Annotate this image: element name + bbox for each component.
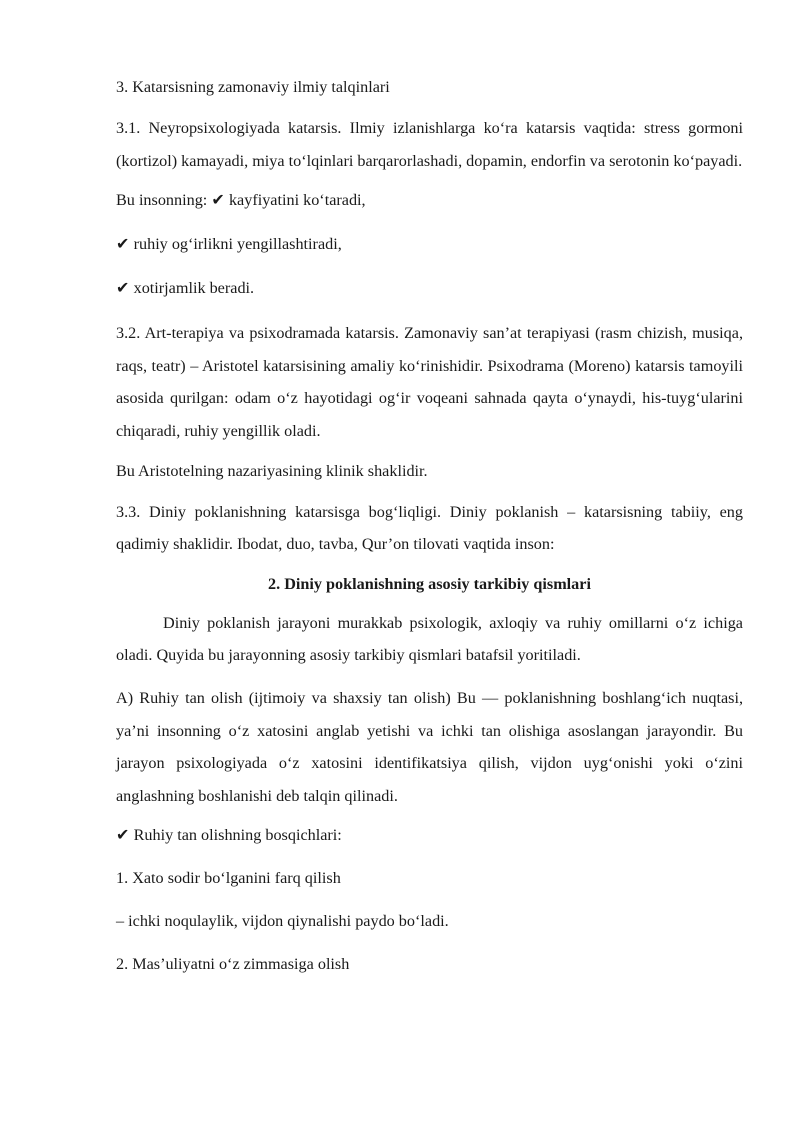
paragraph-clinical: Bu Aristotelning nazariyasining klinik shaklidir. bbox=[116, 461, 428, 480]
stages-title: ✔ Ruhiy tan olishning bosqichlari: bbox=[116, 826, 342, 845]
section-heading: 2. Diniy poklanishning asosiy tarkibiy qismlari bbox=[268, 574, 591, 593]
paragraph-religious-purification: 3.3. Diniy poklanishning katarsisga bog‘liqligi. Diniy poklanish – katarsisning tabiiy, eng qadimiy shaklidir. Ibodat, duo, tavba, Qur’on tilovati vaqtida inson: bbox=[116, 502, 743, 554]
stage-item-2: 2. Mas’uliyatni o‘z zimmasiga olish bbox=[116, 955, 350, 974]
stage-item-1: 1. Xato sodir bo‘lganini farq qilish bbox=[116, 869, 341, 888]
section-title: 3. Katarsisning zamonaviy ilmiy talqinlari bbox=[116, 78, 390, 96]
paragraph-spiritual-confession: A) Ruhiy tan olish (ijtimoiy va shaxsiy tan olish) Bu — poklanishning boshlang‘ich nuqtasi, ya’ni insonning o‘z xatosini anglab yetishi va ichki tan olishiga asoslangan jarayondir. Bu jarayon psixologiyada o‘z xatosini identifikatsiya qilish, vijdon uyg‘onishi yoki o‘zini anglashning boshlanishi deb talqin qilinadi. bbox=[116, 688, 743, 805]
paragraph-art-therapy: 3.2. Art-terapiya va psixodramada katarsis. Zamonaviy san’at terapiyasi (rasm chizish, musiqa, raqs, teatr) – Aristotel katarsisining amaliy ko‘rinishidir. Psixodrama (Moreno) katarsis tamoyili asosida qurilgan: odam o‘z hayotidagi og‘ir voqeani sahnada qayta o‘ynaydi, his-tuyg‘ularini chiqaradi, ruhiy yengillik oladi. bbox=[116, 324, 743, 440]
stage-item-1-desc: – ichki noqulaylik, vijdon qiynalishi paydo bo‘ladi. bbox=[116, 912, 449, 931]
document-page bbox=[116, 74, 743, 989]
bullet-calm: ✔ xotirjamlik beradi. bbox=[116, 279, 255, 298]
paragraph-intro: Diniy poklanish jarayoni murakkab psixologik, axloqiy va ruhiy omillarni o‘z ichiga oladi. Quyida bu jarayonning asosiy tarkibiy qismlari batafsil yoritiladi. bbox=[116, 613, 743, 665]
bullet-relief: ✔ ruhiy og‘irlikni yengillashtiradi, bbox=[116, 235, 342, 254]
bullet-mood: Bu insonning: ✔ kayfiyatini ko‘taradi, bbox=[116, 191, 366, 210]
paragraph-neuropsychology: 3.1. Neyropsixologiyada katarsis. Ilmiy izlanishlarga ko‘ra katarsis vaqtida: stress gormoni (kortizol) kamayadi, miya to‘lqinlari barqarorlashadi, dopamin, endorfin va serotonin ko‘payadi. bbox=[116, 119, 743, 170]
